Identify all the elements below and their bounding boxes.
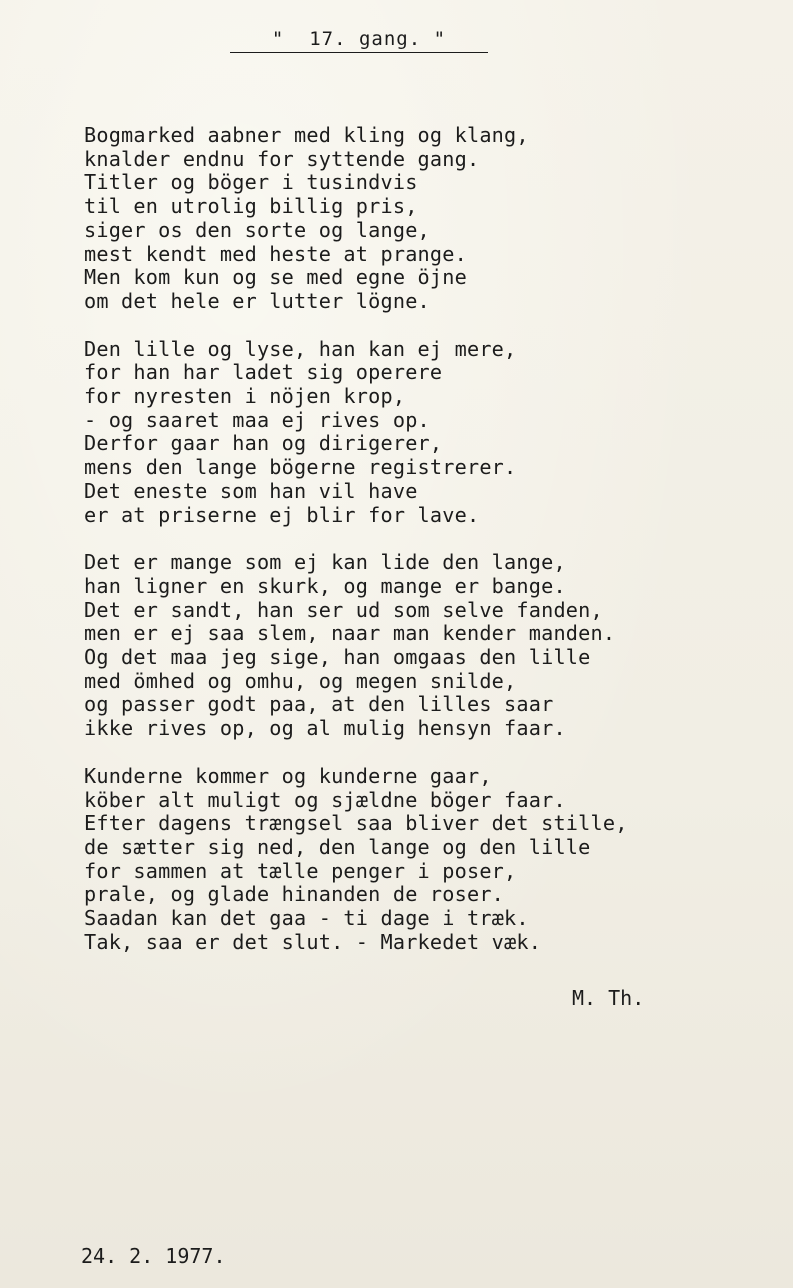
poem-line: - og saaret maa ej rives op. <box>84 407 430 432</box>
poem-line: Bogmarked aabner med kling og klang, <box>84 123 529 147</box>
stanza-1 <box>84 124 784 314</box>
poem-line: om det hele er lutter lögne. <box>84 288 430 313</box>
poem-line: ikke rives op, og al mulig hensyn faar. <box>84 716 566 741</box>
poem-line: Men kom kun og se med egne öjne <box>84 265 467 290</box>
poem-line: for han har ladet sig operere <box>84 360 443 385</box>
poem-line: Og det maa jeg sige, han omgaas den lille <box>84 645 591 670</box>
poem-line: Kunderne kommer og kunderne gaar, <box>84 763 492 788</box>
document-date: 24. 2. 1977. <box>81 1244 226 1268</box>
poem-line: köber alt muligt og sjældne böger faar. <box>84 787 566 812</box>
poem-line: Det er sandt, han ser ud som selve fanden, <box>84 597 603 622</box>
poem-line: Saadan kan det gaa - ti dage i træk. <box>84 906 529 931</box>
poem-line: han ligner en skurk, og mange er bange. <box>84 573 566 598</box>
poem-line: for sammen at tælle penger i poser, <box>84 858 517 883</box>
poem-body <box>84 124 784 979</box>
author-signature: M. Th. <box>572 986 645 1010</box>
poem-line: mest kendt med heste at prange. <box>84 241 467 266</box>
stanza-3 <box>84 551 784 741</box>
poem-line: Efter dagens trængsel saa bliver det stille, <box>84 811 628 836</box>
poem-line: prale, og glade hinanden de roser. <box>84 882 505 907</box>
stanza-2 <box>84 338 784 528</box>
poem-line: de sætter sig ned, den lange og den lille <box>84 834 591 859</box>
poem-line: med ömhed og omhu, og megen snilde, <box>84 668 517 693</box>
poem-line: Derfor gaar han og dirigerer, <box>84 431 443 456</box>
poem-line: Tak, saa er det slut. - Markedet væk. <box>84 929 542 954</box>
poem-line: mens den lange bögerne registrerer. <box>84 455 517 480</box>
poem-line: siger os den sorte og lange, <box>84 217 430 242</box>
stanza-4 <box>84 765 784 955</box>
poem-line: Det eneste som han vil have <box>84 478 418 503</box>
poem-line: og passer godt paa, at den lilles saar <box>84 692 554 717</box>
poem-line: Den lille og lyse, han kan ej mere, <box>84 336 517 361</box>
poem-title: " 17. gang. " <box>230 28 488 53</box>
poem-line: men er ej saa slem, naar man kender manden. <box>84 621 616 646</box>
poem-line: er at priserne ej blir for lave. <box>84 502 480 527</box>
poem-line: til en utrolig billig pris, <box>84 194 418 219</box>
poem-line: knalder endnu for syttende gang. <box>84 146 480 171</box>
poem-line: Titler og böger i tusindvis <box>84 170 418 195</box>
poem-line: for nyresten i nöjen krop, <box>84 384 406 409</box>
poem-line: Det er mange som ej kan lide den lange, <box>84 550 566 575</box>
